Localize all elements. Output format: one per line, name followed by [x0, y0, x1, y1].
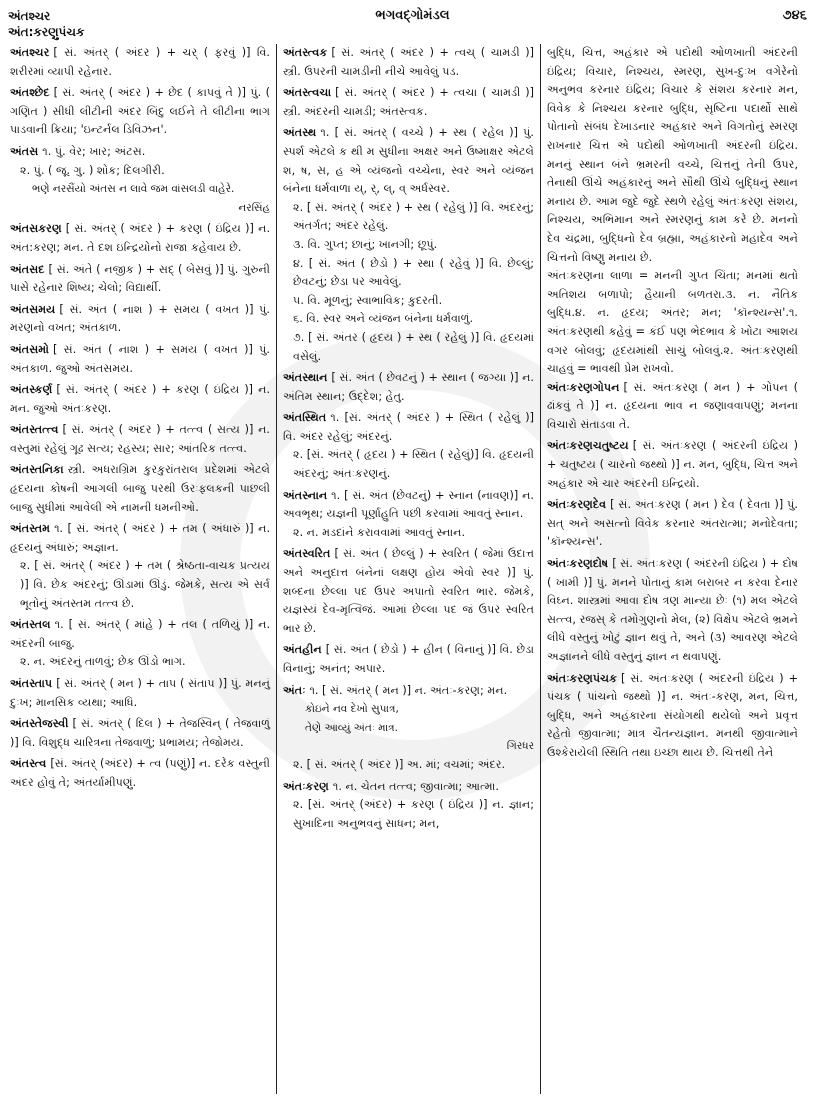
entry-headword: અંતઃકરણચતુષ્ટય: [547, 439, 629, 453]
entry-headword: અંતસમો: [10, 342, 49, 356]
entry-headword: અંતસ્તલ: [10, 618, 51, 632]
entry-headword: અંતસ્વરિત: [283, 547, 331, 561]
entry-headword: અંતસ્નાન: [283, 488, 328, 502]
dictionary-entry: [283, 487, 534, 543]
entry-definition: [ સં. અંતર્ ( દિલ ) + તેજસ્વિન્ ( તેજવાળું )] વિ. વિશુદ્ધ ચારિત્રના તેજવાળું; પ્રભામય; તેજોમય.: [10, 717, 270, 749]
entry-headword: અંતસ: [10, 144, 39, 158]
entry-headword: અંતસ્તત્ત્વ: [10, 423, 59, 437]
entry-definition: [ સં. અંત ( છેવટનું ) + સ્થાન ( જગ્યા )] ન. અંતિમ સ્થાન; ઉદ્દેશ; હેતુ.: [283, 371, 534, 403]
dictionary-entry: [283, 44, 534, 81]
entry-definition: [ સં. અંતર્ ( અંદર ) + ત્વચા ( ચામડી )] સ્ત્રી. અંદરની ચામડી; અંતસ્ત્વક.: [283, 86, 534, 118]
entry-definition: [ સં. અંતે ( નજીક ) + સદ્ ( બેસવું )] પું. ગુરુની પાસે રહેનાર શિષ્ય; ચેલો; વિદ્યાર્થી.: [10, 262, 270, 295]
page-header: [0, 4, 825, 38]
dictionary-entry: [283, 682, 534, 775]
entry-headword: અંતસદ: [10, 262, 45, 276]
entry-definition: ૧. [ સં. અંત (છેવટનું) + સ્નાન (નાવણ)] ન. અવભૃથ; યજ્ઞની પૂર્ણાહુતિ પછી કરવામાં આવતું સ્નાન.: [283, 488, 534, 521]
entry-headword: અંતઃકરણ: [283, 779, 329, 793]
entry-quote-source: નરસિંહ: [238, 201, 270, 214]
entry-subsense: ૭. [ સં. અંતર ( હૃદય ) + સ્થ ( રહેલું )] વિ. હૃદયમાં વસેલું.: [293, 330, 534, 363]
entry-subsense: ૨. પું. ( જૂ. ગુ. ) શોક; દિલગીરી.: [20, 163, 165, 177]
entry-headword: અંતશ્ચર: [10, 46, 50, 59]
dictionary-entry: [547, 555, 798, 667]
entry-definition: સ્ત્રી. અધરાગ્રિમ કુરકુરાંતરાલ પ્રદેશમાં એટલે હૃદયના કોષની આગલી બાજુ પરથી ઉરઃફલકની પાછલી બાજુ સુધીમાં આવેલી એ નામની ધમનીઓ.: [10, 463, 270, 514]
entry-definition: [ સં. અંત ( નાશ ) + સમય ( વખત )] પું. અંતકાળ. જુઓ અંતસમય.: [10, 342, 270, 375]
dictionary-entry: [10, 381, 270, 418]
dictionary-entry: [283, 545, 534, 638]
entry-definition: [ સં. અંતર્ ( અંદર ) + ચર્ ( ફરવું )] વિ. શરીરમાં વ્યાપી રહેનાર.: [10, 46, 270, 78]
entry-headword: અંતસ્તનિકા: [10, 463, 64, 477]
entry-definition: [ સં. અંતર્ ( અંદર ) + તત્ત્વ ( સત્ય )] ન. વસ્તુમાં રહેલું ગૂઢ સત્ય; રહસ્ય; સાર; આંતરિક તત્ત્વ.: [10, 423, 270, 455]
dictionary-entry: [10, 421, 270, 458]
dictionary-entry: [10, 616, 270, 672]
column-right-entries: [547, 379, 798, 763]
entry-subsense: ૨. ન. અંદરનું તાળવું; છેક ઊંડો ભાગ.: [20, 655, 186, 669]
dictionary-entry: [283, 124, 534, 366]
entry-subsense: ૨. [સં. અંતર્ (અંદર) + કરણ ( ઇંદ્રિય )] ન. જ્ઞાન; સુખાદિના અનુભવનું સાધન; મન,: [293, 798, 534, 830]
entry-headword: અંતસમય: [10, 302, 56, 316]
dictionary-entry: [10, 301, 270, 338]
dictionary-entry: [10, 220, 270, 257]
dictionary-columns: [8, 44, 817, 1094]
entry-headword: અંતઃ: [283, 683, 306, 697]
entry-subsense: ૨. [ સં. અંતર્ ( અંદર ) + સ્થ ( રહેલું )] વિ. અંદરનું; અંતર્ગત; અંદર રહેલું.: [293, 200, 534, 233]
entry-headword: અંતસ્ત્વચા: [283, 86, 332, 100]
entry-definition: [સં. અંતર્ (અંદર) + ત્વ (પણું)] ન. દરેક વસ્તુની અંદર હોવું તે; અંતર્યામીપણું.: [10, 757, 270, 789]
page-title: ભગવદ્ગોમંડલ: [375, 8, 450, 23]
column-left: [8, 44, 276, 1094]
entry-quote-line: ભણે નરસૈંયો અંતસ ન લાવે જમ વાંસલડી વાહેરે.: [32, 183, 235, 196]
continuation-subsense: ૪. ન. હૃદય; અંતર; મન; 'કૉન્શ્યન્સ'.: [575, 306, 789, 320]
continuation-subsense: ૧. અંતઃકરણથી કહેવું = કંઈ પણ ભેદભાવ કે ખોટા આશય વગર બોલવું; હૃદયમાંથી સાચું બોલવું.: [547, 306, 798, 357]
entry-definition: [ સં. અંતર્ ( મન ) + તાપ ( સંતાપ )] પું. મનનું દુઃખ; માનસિક વ્યથા; આધિ.: [10, 677, 270, 709]
dictionary-entry: [10, 44, 270, 81]
column-middle: [276, 44, 540, 1094]
entry-definition: [ સં. અંતર્ ( અંદર ) + કરણ ( ઇંદ્રિય )] ન. મન. જુઓ અંતઃકરણ.: [10, 383, 270, 415]
entry-headword: અંતસ્થિત: [283, 411, 327, 425]
entry-headword: અંતસ્ત્વ: [10, 757, 47, 771]
dictionary-entry: [283, 641, 534, 678]
entry-headword: અંતશ્છેદ: [10, 86, 50, 100]
entry-subsense: ૪. [ સં. અંત ( છેડો ) + સ્થા ( રહેવું )] વિ. છેલ્લું; છેવટનું; છેડા પર આવેલું.: [293, 256, 534, 289]
dictionary-entry: [10, 461, 270, 517]
entry-definition: [ સં. અંતઃકરણ ( અંદરની ઇંદ્રિય ) + પંચક ( પાંચનો જથ્થો )] ન. અંતઃ-કરણ, મન, ચિત્ત, બુદ્ધિ, અને અહંકારના સંયોગથી થયેલો અને પ્રવૃત્ત રહેતો જીવાત્મા; માત્ર ચૈતન્યજ્ઞાન. મનથી જીવાત્માને ઉશ્કેરાયેલી સ્થિતિ તથા ઇચ્છા થાય છે. ચિત્તથી તેને: [547, 671, 798, 759]
entry-definition: ૧. [ સં. અંતર્ ( માંહે ) + તલ ( તળિયું )] ન. અંદરની બાજુ.: [10, 618, 270, 650]
dictionary-entry: [10, 755, 270, 792]
entry-headword: અંતસ્તમ: [10, 522, 51, 536]
entry-definition: ૧. [ સં. અંતર્ ( મન )] ન. અંતઃ-કરણ; મન.: [309, 683, 508, 697]
entry-definition: [ સં. અંતઃકરણ ( અંદરની ઇંદ્રિય ) + ચતુષ્ટય ( ચારનો જથ્થો )] ન. મન, બુદ્ધિ, ચિત્ત અને અહંકાર એ ચાર અંદરની ઇન્દ્રિયો.: [547, 439, 798, 490]
entry-headword: અંતહીન: [283, 643, 322, 657]
entry-subsense: ૨. [ સં. અંતર્ ( અંદર ) + તમ ( શ્રેષ્ઠતા-વાચક પ્રત્યય )] વિ. છેક અંદરનું; ઊંડામાં ઊંડું. જેમકે, સત્ય એ સર્વ ભૂતોનું અંતસ્તમ તત્ત્વ છે.: [20, 559, 270, 610]
entry-definition: [ સં. અંતઃકરણ ( અંદરની ઇંદ્રિય ) + દોષ ( ખામી )] પું. મનને પોતાનું કામ બરાબર ન કરવા દેનાર વિઘ્ન. શાસ્ત્રમાં આવા દોષ ત્રણ માન્યા છેઃ (૧) મલ એટલે સત્ત્વ, રજસ્ કે તમોગુણનો મેલ, (૨) વિક્ષેપ એટલે ભ્રમને લીધે વસ્તુનું ખોટું જ્ઞાન થવું તે, અને (૩) આવરણ એટલે અજ્ઞાનને લીધે વસ્તુનું જ્ઞાન ન થવાપણું.: [547, 557, 798, 663]
continuation-text: બુદ્ધિ, ચિત્ત, અહંકાર એ પદોથી ઓળખાતી અંદરની ઇંદ્રિય; વિચાર, નિશ્ચય, સ્મરણ, સુખ-દુઃખ વગેરેનો અનુભવ કરનાર ઇંદ્રિય; વિચાર કે સંશય કરનાર મન, વિવેક કે નિશ્ચય કરનાર બુદ્ધિ, સૃષ્ટિના પદાર્થો સાથે પોતાનો સંબંધ દેખાડનાર અહંકાર અને વિગતોનું સ્મરણ રાખનાર ચિત્ત એ પદોથી ઓળખાતી અંદરની ઇંદ્રિય. મનનું સ્થાન બંને ભ્રમરની વચ્ચે, ચિત્તનું તેની ઉપર, તેનાથી ઊંચે અહંકારનું અને સૌથી ઊંચે બુદ્ધિનું સ્થાન મનાય છે. આમ જુદે જુદે સ્થળે રહેલું અંતઃકરણ સંશય, નિશ્ચય, અભિમાન અને સ્મરણનું કામ કરે છે. મનનો દેવ ચંદ્રમા, બુદ્ધિનો દેવ બ્રહ્મા, અહંકારનો મહાદેવ અને ચિત્તનો વિષ્ણુ મનાય છે.: [547, 46, 798, 264]
entry-headword: અંતઃકરણદેવ: [547, 498, 607, 512]
entry-definition: [ સં. અંતર્ ( અંદર ) + કરણ ( ઇંદ્રિય )] ન. અંત:કરણ; મન. તે દશ ઇન્દ્રિયોનો રાજા કહેવાય છે.: [10, 222, 270, 254]
entry-definition: [ સં. અંતર્ ( અંદર ) + ત્વચ્ ( ચામડી )] સ્ત્રી. ઉપરની ચામડીની નીચે આવેલું પડ.: [283, 46, 534, 78]
entry-headword: અંતસ્તેજસ્વી: [10, 717, 69, 731]
entry-definition: [ સં. અંત ( છેડો ) + હીન ( વિનાનું )] વિ. છેડા વિનાનું; અનંત; અપાર.: [283, 643, 534, 675]
dictionary-entry: [283, 84, 534, 121]
entry-headword: અંતસ્તાપ: [10, 677, 53, 690]
entry-definition: [ સં. અંતઃકરણ ( મન ) + ગોપન ( ઢાંકવું તે )] ન. હૃદયના ભાવ ન જણાવવાપણું; મનના વિચારો સંતાડવા તે.: [547, 380, 798, 431]
dictionary-entry: [10, 341, 270, 378]
entry-definition: [ સં. અંત ( નાશ ) + સમય ( વખત )] પું. મરણનો વખત; અંતકાળ.: [10, 302, 270, 335]
entry-subsense: ૩. વિ. ગુપ્ત; છાનું; ખાનગી; છૂપું.: [293, 237, 438, 251]
entry-quote-source: ગિરધર: [506, 740, 534, 753]
dictionary-entry: [547, 379, 798, 435]
continuation-subsense: ૨. અંતઃકરણથી ચાહવું = ભાવથી પ્રેમ રાખવો.: [547, 343, 798, 376]
entry-quote-line: તેણે આવ્યું અંતઃ માત્ર.: [305, 721, 398, 734]
entry-definition: ૧. પું. વેર; ખાર; અંટસ.: [42, 144, 146, 158]
entry-subsense: ૫. વિ. મૂળનું; સ્વાભાવિક; કુદરતી.: [293, 293, 443, 307]
entry-headword: અંતઃકરણગોપન: [547, 380, 620, 394]
entry-headword: અંતઃકરણદોષ: [547, 557, 609, 571]
entry-definition: ૧. ન. ચેતન તત્ત્વ; જીવાત્મા; આત્મા.: [332, 779, 499, 793]
entry-headword: અંતસ્કર્ણ: [10, 383, 53, 397]
entry-headword: અંતસ્ત્વક: [283, 46, 328, 59]
entry-subsense: ૬. વિ. સ્વર અને વ્યંજન બંનેના ધર્મવાળું.: [293, 312, 474, 326]
entry-headword: અંતસ્થ: [283, 126, 317, 140]
dictionary-entry: [547, 496, 798, 552]
dictionary-entry: [547, 437, 798, 493]
continuation-subsense: ૩. ન. નૈતિક બુદ્ધિ.: [547, 287, 798, 320]
dictionary-entry: [283, 778, 534, 834]
entry-definition: ૧. [ સં. અંતર્ ( વચ્ચે ) + સ્થ ( રહેલ )] પું. સ્પર્શ એટલે ક થી મ સુધીના અક્ષર અને ઉષ્માક્ષર એટલે શ, ષ, સ, હ એ વ્યંજનો વચ્ચેના, સ્વર અને વ્યંજન બંનેના ધર્મવાળા ય્, ર્, લ્, વ્ અર્ધસ્વર.: [283, 126, 534, 196]
dictionary-entry: [10, 261, 270, 298]
entry-subsense: ૨. [સં. અંતર્ ( હૃદય ) + સ્થિત ( રહેલું)] વિ. હૃદયની અંદરનું; અંતઃકરણનું.: [293, 448, 534, 481]
entry-headword: અંતસકરણ: [10, 222, 62, 236]
entry-headword: અંતઃકરણપંચક: [547, 671, 617, 685]
guide-word-last: અંત:કરણુપંચક: [8, 25, 85, 39]
dictionary-entry: [10, 520, 270, 613]
dictionary-entry: [283, 369, 534, 406]
entry-subsense: ૨. [ સં. અંતર્ ( અંદર )] અ. માં; વચમાં; અંદર.: [293, 757, 506, 771]
dictionary-entry: [10, 143, 270, 217]
entry-definition: [ સં. અંતર્ ( અંદર ) + છેદ ( કાપવું તે )] પું. ( ગણિત ) સીધી લીટીની અંદર બિંદુ લઈને તે લીટીના ભાગ પાડવાની ક્રિયા; 'ઇન્ટર્નલ ડિવિઝન'.: [10, 86, 270, 137]
continuation-subsense: અંતઃકરણના લાળા = મનની ગુપ્ત ચિંતા; મનમાં થતો અતિશય બળાપો; હૈયાની બળતરા.: [547, 269, 798, 301]
dictionary-entry: [283, 409, 534, 483]
guide-word-first: અંતશ્ચર: [8, 9, 51, 23]
entry-definition: [ સં. અંત ( છેલ્લું ) + સ્વરિત ( જેમાં ઉદાત્ત અને અનુદાત્ત બંનેનાં લક્ષણ હોય એવો સ્વર )] પું. શબ્દના છેલ્લા પદ ઉપર અપાતો સ્વરિત ભાર. જેમકે, યજ્ઞસ્યં દેવ-મૃત્વિજં. આમાં છેલ્લા પદ જં ઉપર સ્વરિત ભાર છે.: [283, 547, 534, 635]
column-right: [540, 44, 804, 1094]
entry-definition: [ સં. અંતઃકરણ ( મન ) દેવ ( દેવતા )] પું. સત્ અને અસત્નો વિવેક કરનાર અંતરાત્મા; મનોદેવતા; 'કૉન્શ્યન્સ'.: [547, 498, 798, 549]
entry-definition: ૧. [ સં. અંતર્ ( અંદર ) + તમ ( અંધારું )] ન. હૃદયનું અંધારું; અજ્ઞાન.: [10, 522, 270, 554]
dictionary-entry: [547, 670, 798, 763]
dictionary-entry: [10, 675, 270, 712]
dictionary-entry: [10, 715, 270, 752]
entry-definition: ૧. [સં. અંતર્ ( અંદર ) + સ્થિત ( રહેલું )] વિ. અંદર રહેલું; અંદરનું.: [283, 411, 534, 443]
dictionary-entry: [10, 84, 270, 140]
entry-subsense: ૨. ન. મડદાંને કરાવવામાં આવતું સ્નાન.: [293, 525, 466, 539]
entry-quote-line: કોઇને નવ દેખો સુપાત્ર,: [305, 703, 399, 716]
page-number: ૭૪૬: [782, 8, 807, 23]
continuation-subsenses: [547, 267, 798, 379]
entry-headword: અંતસ્થાન: [283, 371, 328, 385]
